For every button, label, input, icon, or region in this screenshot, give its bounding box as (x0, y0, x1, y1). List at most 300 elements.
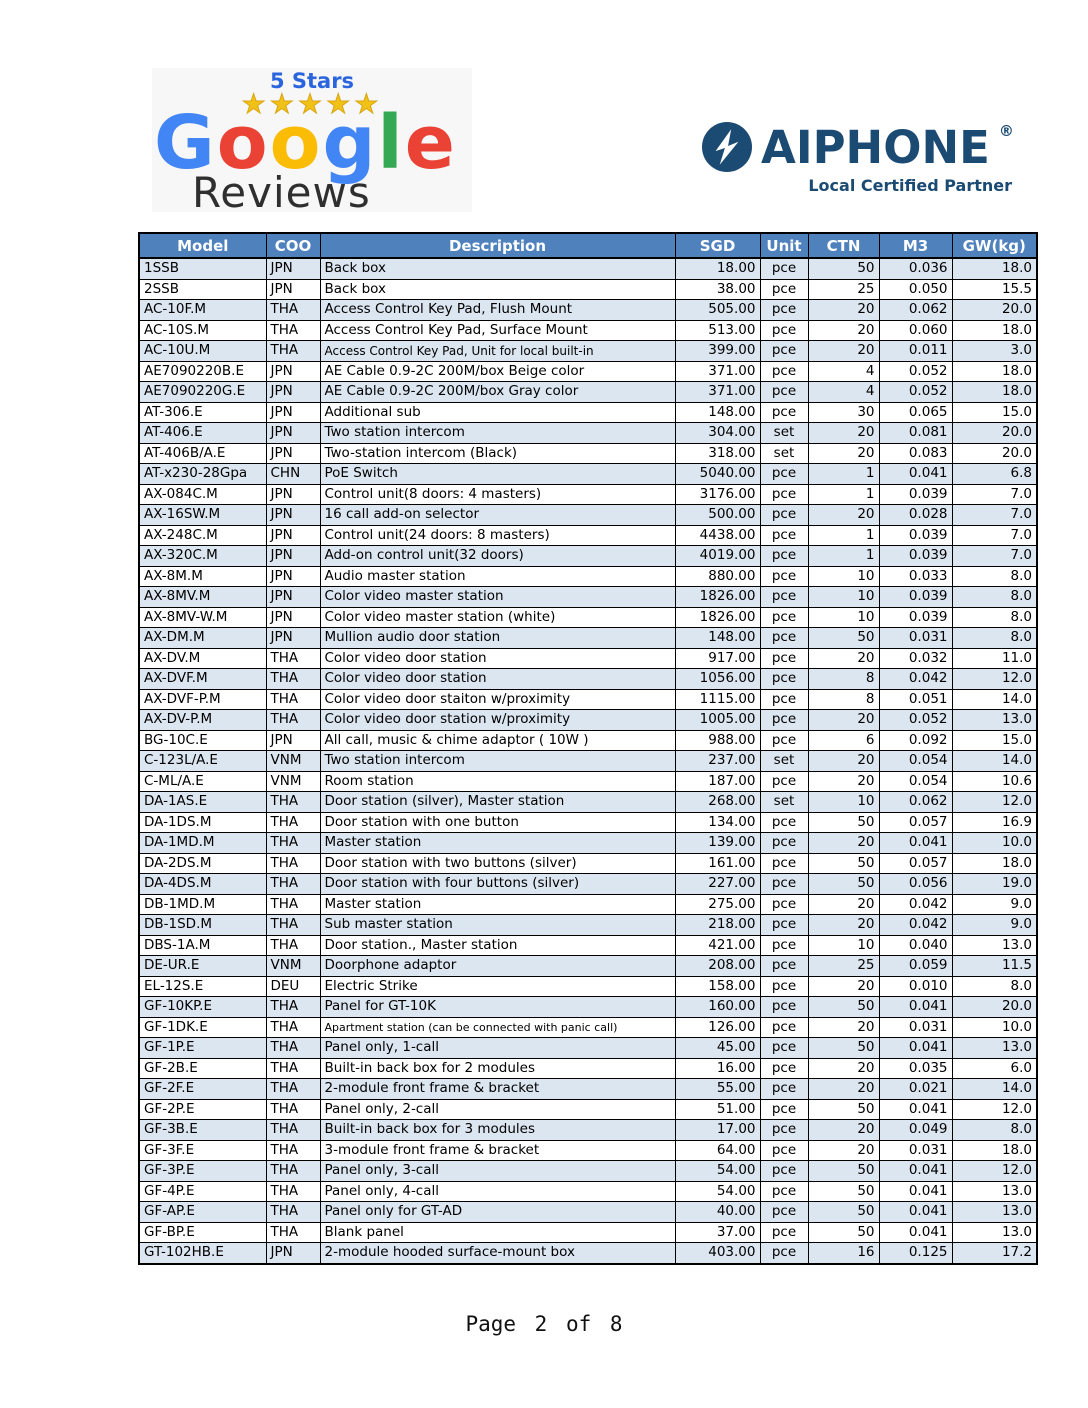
cell-coo: THA (266, 320, 320, 341)
table-row (139, 792, 1037, 813)
cell-m3: 0.039 (879, 587, 952, 608)
cell-ctn: 30 (808, 402, 879, 423)
cell-m3: 0.041 (879, 1181, 952, 1202)
table-row (139, 402, 1037, 423)
cell-m3: 0.041 (879, 1222, 952, 1243)
table-row (139, 894, 1037, 915)
cell-model: AX-8M.M (139, 566, 266, 587)
cell-description: Control unit(8 doors: 4 masters) (320, 484, 675, 505)
registered-trademark-symbol: ® (998, 122, 1014, 140)
cell-model: AX-DV-P.M (139, 710, 266, 731)
cell-unit: pce (760, 1202, 808, 1223)
cell-m3: 0.056 (879, 874, 952, 895)
cell-sgd: 148.00 (675, 402, 760, 423)
cell-coo: THA (266, 300, 320, 321)
table-row (139, 751, 1037, 772)
cell-ctn: 25 (808, 956, 879, 977)
cell-ctn: 20 (808, 505, 879, 526)
cell-unit: pce (760, 1120, 808, 1141)
cell-unit: pce (760, 279, 808, 300)
cell-m3: 0.125 (879, 1243, 952, 1264)
cell-unit: pce (760, 935, 808, 956)
cell-unit: pce (760, 525, 808, 546)
cell-gw: 8.0 (952, 587, 1037, 608)
cell-coo: THA (266, 874, 320, 895)
cell-ctn: 20 (808, 1120, 879, 1141)
cell-coo: JPN (266, 258, 320, 279)
cell-unit: pce (760, 689, 808, 710)
cell-gw: 10.0 (952, 1017, 1037, 1038)
cell-unit: pce (760, 484, 808, 505)
cell-coo: JPN (266, 443, 320, 464)
cell-sgd: 38.00 (675, 279, 760, 300)
cell-ctn: 16 (808, 1243, 879, 1264)
cell-sgd: 399.00 (675, 341, 760, 362)
cell-description: Color video master station (320, 587, 675, 608)
cell-sgd: 54.00 (675, 1181, 760, 1202)
cell-model: AC-10F.M (139, 300, 266, 321)
cell-coo: JPN (266, 423, 320, 444)
cell-unit: pce (760, 464, 808, 485)
table-row (139, 1017, 1037, 1038)
cell-description: Door station with one button (320, 812, 675, 833)
cell-coo: THA (266, 1161, 320, 1182)
cell-m3: 0.065 (879, 402, 952, 423)
cell-unit: pce (760, 1038, 808, 1059)
cell-m3: 0.052 (879, 710, 952, 731)
cell-m3: 0.041 (879, 464, 952, 485)
cell-unit: pce (760, 710, 808, 731)
cell-gw: 16.9 (952, 812, 1037, 833)
cell-m3: 0.032 (879, 648, 952, 669)
cell-description: Color video door station (320, 648, 675, 669)
cell-description: Door station with four buttons (silver) (320, 874, 675, 895)
cell-sgd: 208.00 (675, 956, 760, 977)
cell-description: All call, music & chime adaptor ( 10W ) (320, 730, 675, 751)
table-row (139, 976, 1037, 997)
cell-coo: VNM (266, 751, 320, 772)
google-letter: o (269, 100, 323, 186)
cell-sgd: 268.00 (675, 792, 760, 813)
cell-gw: 14.0 (952, 689, 1037, 710)
cell-gw: 17.2 (952, 1243, 1037, 1264)
table-row (139, 648, 1037, 669)
cell-m3: 0.041 (879, 1038, 952, 1059)
cell-sgd: 917.00 (675, 648, 760, 669)
cell-coo: JPN (266, 402, 320, 423)
cell-gw: 15.0 (952, 402, 1037, 423)
cell-gw: 12.0 (952, 1161, 1037, 1182)
cell-ctn: 20 (808, 1079, 879, 1100)
aiphone-mark-icon (702, 122, 752, 172)
cell-ctn: 4 (808, 382, 879, 403)
cell-sgd: 37.00 (675, 1222, 760, 1243)
cell-coo: THA (266, 1140, 320, 1161)
cell-coo: THA (266, 833, 320, 854)
cell-ctn: 50 (808, 1202, 879, 1223)
table-row (139, 464, 1037, 485)
aiphone-logo (702, 122, 1034, 195)
cell-unit: pce (760, 1140, 808, 1161)
cell-model: DA-1MD.M (139, 833, 266, 854)
cell-description: Color video door staiton w/proximity (320, 689, 675, 710)
cell-sgd: 237.00 (675, 751, 760, 772)
cell-model: AC-10U.M (139, 341, 266, 362)
cell-sgd: 40.00 (675, 1202, 760, 1223)
cell-model: AX-320C.M (139, 546, 266, 567)
cell-model: C-123L/A.E (139, 751, 266, 772)
table-row (139, 710, 1037, 731)
cell-sgd: 318.00 (675, 443, 760, 464)
table-row (139, 1120, 1037, 1141)
table-row (139, 525, 1037, 546)
cell-sgd: 148.00 (675, 628, 760, 649)
google-letter: e (404, 100, 457, 186)
table-row (139, 1079, 1037, 1100)
cell-model: AX-DM.M (139, 628, 266, 649)
cell-coo: THA (266, 1017, 320, 1038)
cell-ctn: 20 (808, 976, 879, 997)
cell-gw: 12.0 (952, 792, 1037, 813)
cell-sgd: 3176.00 (675, 484, 760, 505)
cell-m3: 0.052 (879, 382, 952, 403)
cell-description: 16 call add-on selector (320, 505, 675, 526)
cell-sgd: 18.00 (675, 258, 760, 279)
cell-description: Access Control Key Pad, Surface Mount (320, 320, 675, 341)
cell-model: DA-4DS.M (139, 874, 266, 895)
table-row (139, 874, 1037, 895)
cell-gw: 7.0 (952, 546, 1037, 567)
cell-gw: 8.0 (952, 1120, 1037, 1141)
cell-unit: pce (760, 997, 808, 1018)
cell-model: GT-102HB.E (139, 1243, 266, 1264)
cell-coo: JPN (266, 730, 320, 751)
cell-m3: 0.049 (879, 1120, 952, 1141)
table-row (139, 956, 1037, 977)
cell-unit: pce (760, 361, 808, 382)
cell-model: 2SSB (139, 279, 266, 300)
col-header-m3: M3 (879, 233, 952, 258)
cell-model: DBS-1A.M (139, 935, 266, 956)
cell-sgd: 988.00 (675, 730, 760, 751)
table-row (139, 566, 1037, 587)
table-row (139, 771, 1037, 792)
cell-gw: 11.0 (952, 648, 1037, 669)
table-row (139, 853, 1037, 874)
cell-gw: 13.0 (952, 710, 1037, 731)
cell-gw: 14.0 (952, 1079, 1037, 1100)
cell-m3: 0.039 (879, 607, 952, 628)
cell-description: Back box (320, 279, 675, 300)
cell-gw: 13.0 (952, 935, 1037, 956)
cell-unit: pce (760, 1079, 808, 1100)
cell-gw: 6.0 (952, 1058, 1037, 1079)
cell-unit: pce (760, 1017, 808, 1038)
cell-ctn: 50 (808, 1099, 879, 1120)
cell-m3: 0.060 (879, 320, 952, 341)
table-row (139, 505, 1037, 526)
cell-unit: pce (760, 628, 808, 649)
cell-description: Door station., Master station (320, 935, 675, 956)
cell-description: Mullion audio door station (320, 628, 675, 649)
google-reviews-logo (152, 68, 472, 212)
cell-ctn: 1 (808, 464, 879, 485)
cell-model: DE-UR.E (139, 956, 266, 977)
cell-gw: 18.0 (952, 258, 1037, 279)
cell-model: GF-2B.E (139, 1058, 266, 1079)
cell-description: Master station (320, 894, 675, 915)
cell-gw: 19.0 (952, 874, 1037, 895)
table-row (139, 1161, 1037, 1182)
cell-unit: pce (760, 648, 808, 669)
cell-unit: pce (760, 546, 808, 567)
cell-sgd: 5040.00 (675, 464, 760, 485)
cell-model: GF-2P.E (139, 1099, 266, 1120)
table-row (139, 279, 1037, 300)
cell-ctn: 20 (808, 1058, 879, 1079)
cell-gw: 20.0 (952, 423, 1037, 444)
cell-description: AE Cable 0.9-2C 200M/box Beige color (320, 361, 675, 382)
cell-m3: 0.083 (879, 443, 952, 464)
cell-model: GF-4P.E (139, 1181, 266, 1202)
cell-gw: 8.0 (952, 628, 1037, 649)
cell-unit: pce (760, 505, 808, 526)
cell-description: Sub master station (320, 915, 675, 936)
cell-gw: 18.0 (952, 853, 1037, 874)
reviews-label: Reviews (192, 168, 371, 212)
table-row (139, 935, 1037, 956)
cell-unit: pce (760, 833, 808, 854)
cell-gw: 9.0 (952, 915, 1037, 936)
cell-unit: pce (760, 320, 808, 341)
cell-unit: pce (760, 1058, 808, 1079)
cell-gw: 20.0 (952, 997, 1037, 1018)
cell-m3: 0.031 (879, 628, 952, 649)
table-row (139, 443, 1037, 464)
cell-gw: 8.0 (952, 607, 1037, 628)
table-row (139, 423, 1037, 444)
cell-m3: 0.054 (879, 771, 952, 792)
col-header-gwkg: GW(kg) (952, 233, 1037, 258)
cell-description: 3-module front frame & bracket (320, 1140, 675, 1161)
table-row (139, 1222, 1037, 1243)
cell-unit: pce (760, 874, 808, 895)
cell-gw: 13.0 (952, 1038, 1037, 1059)
cell-sgd: 4438.00 (675, 525, 760, 546)
cell-model: GF-2F.E (139, 1079, 266, 1100)
cell-sgd: 158.00 (675, 976, 760, 997)
cell-description: Door station with two buttons (silver) (320, 853, 675, 874)
cell-description: 2-module hooded surface-mount box (320, 1243, 675, 1264)
cell-m3: 0.021 (879, 1079, 952, 1100)
cell-gw: 9.0 (952, 894, 1037, 915)
cell-ctn: 8 (808, 689, 879, 710)
cell-unit: pce (760, 956, 808, 977)
cell-unit: pce (760, 771, 808, 792)
cell-coo: THA (266, 935, 320, 956)
cell-coo: THA (266, 812, 320, 833)
cell-ctn: 50 (808, 1161, 879, 1182)
cell-m3: 0.031 (879, 1017, 952, 1038)
cell-coo: THA (266, 1120, 320, 1141)
cell-gw: 10.0 (952, 833, 1037, 854)
cell-ctn: 4 (808, 361, 879, 382)
cell-coo: VNM (266, 956, 320, 977)
cell-gw: 7.0 (952, 484, 1037, 505)
cell-coo: THA (266, 1099, 320, 1120)
cell-sgd: 161.00 (675, 853, 760, 874)
cell-model: BG-10C.E (139, 730, 266, 751)
col-header-coo: COO (266, 233, 320, 258)
cell-ctn: 10 (808, 566, 879, 587)
cell-sgd: 371.00 (675, 361, 760, 382)
cell-m3: 0.035 (879, 1058, 952, 1079)
cell-model: AE7090220G.E (139, 382, 266, 403)
cell-unit: pce (760, 1181, 808, 1202)
cell-sgd: 500.00 (675, 505, 760, 526)
cell-coo: JPN (266, 1243, 320, 1264)
table-row (139, 546, 1037, 567)
cell-model: AT-x230-28Gpa (139, 464, 266, 485)
cell-coo: CHN (266, 464, 320, 485)
table-row (139, 382, 1037, 403)
cell-ctn: 50 (808, 258, 879, 279)
cell-description: Additional sub (320, 402, 675, 423)
cell-m3: 0.062 (879, 792, 952, 813)
cell-coo: JPN (266, 279, 320, 300)
cell-model: DB-1MD.M (139, 894, 266, 915)
cell-gw: 13.0 (952, 1202, 1037, 1223)
cell-model: GF-1P.E (139, 1038, 266, 1059)
cell-ctn: 20 (808, 771, 879, 792)
cell-unit: pce (760, 587, 808, 608)
cell-unit: pce (760, 1243, 808, 1264)
cell-gw: 3.0 (952, 341, 1037, 362)
cell-model: AX-16SW.M (139, 505, 266, 526)
cell-coo: JPN (266, 587, 320, 608)
cell-coo: THA (266, 997, 320, 1018)
cell-sgd: 880.00 (675, 566, 760, 587)
cell-m3: 0.081 (879, 423, 952, 444)
cell-ctn: 20 (808, 443, 879, 464)
cell-ctn: 20 (808, 320, 879, 341)
cell-description: Electric Strike (320, 976, 675, 997)
table-row (139, 1202, 1037, 1223)
col-header-description: Description (320, 233, 675, 258)
cell-sgd: 139.00 (675, 833, 760, 854)
price-table (138, 232, 1038, 1265)
cell-gw: 12.0 (952, 1099, 1037, 1120)
cell-ctn: 20 (808, 894, 879, 915)
google-letter: l (377, 100, 405, 186)
cell-coo: JPN (266, 628, 320, 649)
cell-model: AX-084C.M (139, 484, 266, 505)
cell-m3: 0.042 (879, 915, 952, 936)
cell-ctn: 50 (808, 997, 879, 1018)
cell-description: Doorphone adaptor (320, 956, 675, 977)
cell-sgd: 1826.00 (675, 607, 760, 628)
table-row (139, 587, 1037, 608)
cell-description: Access Control Key Pad, Flush Mount (320, 300, 675, 321)
cell-sgd: 421.00 (675, 935, 760, 956)
cell-m3: 0.059 (879, 956, 952, 977)
cell-coo: THA (266, 1038, 320, 1059)
cell-ctn: 10 (808, 792, 879, 813)
cell-sgd: 304.00 (675, 423, 760, 444)
cell-m3: 0.033 (879, 566, 952, 587)
cell-ctn: 20 (808, 341, 879, 362)
cell-sgd: 218.00 (675, 915, 760, 936)
cell-m3: 0.042 (879, 669, 952, 690)
cell-gw: 11.5 (952, 956, 1037, 977)
cell-unit: pce (760, 1222, 808, 1243)
cell-gw: 8.0 (952, 566, 1037, 587)
table-row (139, 607, 1037, 628)
cell-sgd: 51.00 (675, 1099, 760, 1120)
google-letter: G (154, 100, 217, 186)
cell-ctn: 50 (808, 1222, 879, 1243)
cell-model: GF-3B.E (139, 1120, 266, 1141)
cell-description: Two station intercom (320, 751, 675, 772)
cell-gw: 13.0 (952, 1222, 1037, 1243)
cell-coo: THA (266, 1181, 320, 1202)
cell-model: AX-DVF.M (139, 669, 266, 690)
cell-description: Audio master station (320, 566, 675, 587)
aiphone-wordmark: AIPHONE (761, 120, 990, 174)
cell-m3: 0.040 (879, 935, 952, 956)
cell-model: EL-12S.E (139, 976, 266, 997)
cell-unit: set (760, 423, 808, 444)
cell-m3: 0.039 (879, 546, 952, 567)
col-header-ctn: CTN (808, 233, 879, 258)
cell-gw: 18.0 (952, 361, 1037, 382)
cell-sgd: 45.00 (675, 1038, 760, 1059)
cell-description: Color video door station (320, 669, 675, 690)
table-row (139, 997, 1037, 1018)
cell-description: Add-on control unit(32 doors) (320, 546, 675, 567)
cell-m3: 0.039 (879, 484, 952, 505)
cell-model: AC-10S.M (139, 320, 266, 341)
cell-ctn: 50 (808, 853, 879, 874)
cell-description: Control unit(24 doors: 8 masters) (320, 525, 675, 546)
cell-model: DB-1SD.M (139, 915, 266, 936)
cell-sgd: 17.00 (675, 1120, 760, 1141)
cell-model: GF-3F.E (139, 1140, 266, 1161)
cell-unit: pce (760, 976, 808, 997)
cell-gw: 18.0 (952, 382, 1037, 403)
col-header-unit: Unit (760, 233, 808, 258)
cell-model: GF-BP.E (139, 1222, 266, 1243)
cell-unit: pce (760, 669, 808, 690)
cell-ctn: 1 (808, 484, 879, 505)
cell-unit: pce (760, 402, 808, 423)
cell-ctn: 25 (808, 279, 879, 300)
cell-gw: 18.0 (952, 1140, 1037, 1161)
cell-gw: 8.0 (952, 976, 1037, 997)
cell-coo: JPN (266, 525, 320, 546)
cell-m3: 0.057 (879, 812, 952, 833)
cell-coo: VNM (266, 771, 320, 792)
cell-ctn: 6 (808, 730, 879, 751)
cell-gw: 7.0 (952, 525, 1037, 546)
cell-model: GF-10KP.E (139, 997, 266, 1018)
cell-m3: 0.054 (879, 751, 952, 772)
google-letter: g (322, 100, 378, 186)
cell-unit: pce (760, 915, 808, 936)
table-row (139, 258, 1037, 279)
table-row (139, 341, 1037, 362)
cell-description: Two-station intercom (Black) (320, 443, 675, 464)
